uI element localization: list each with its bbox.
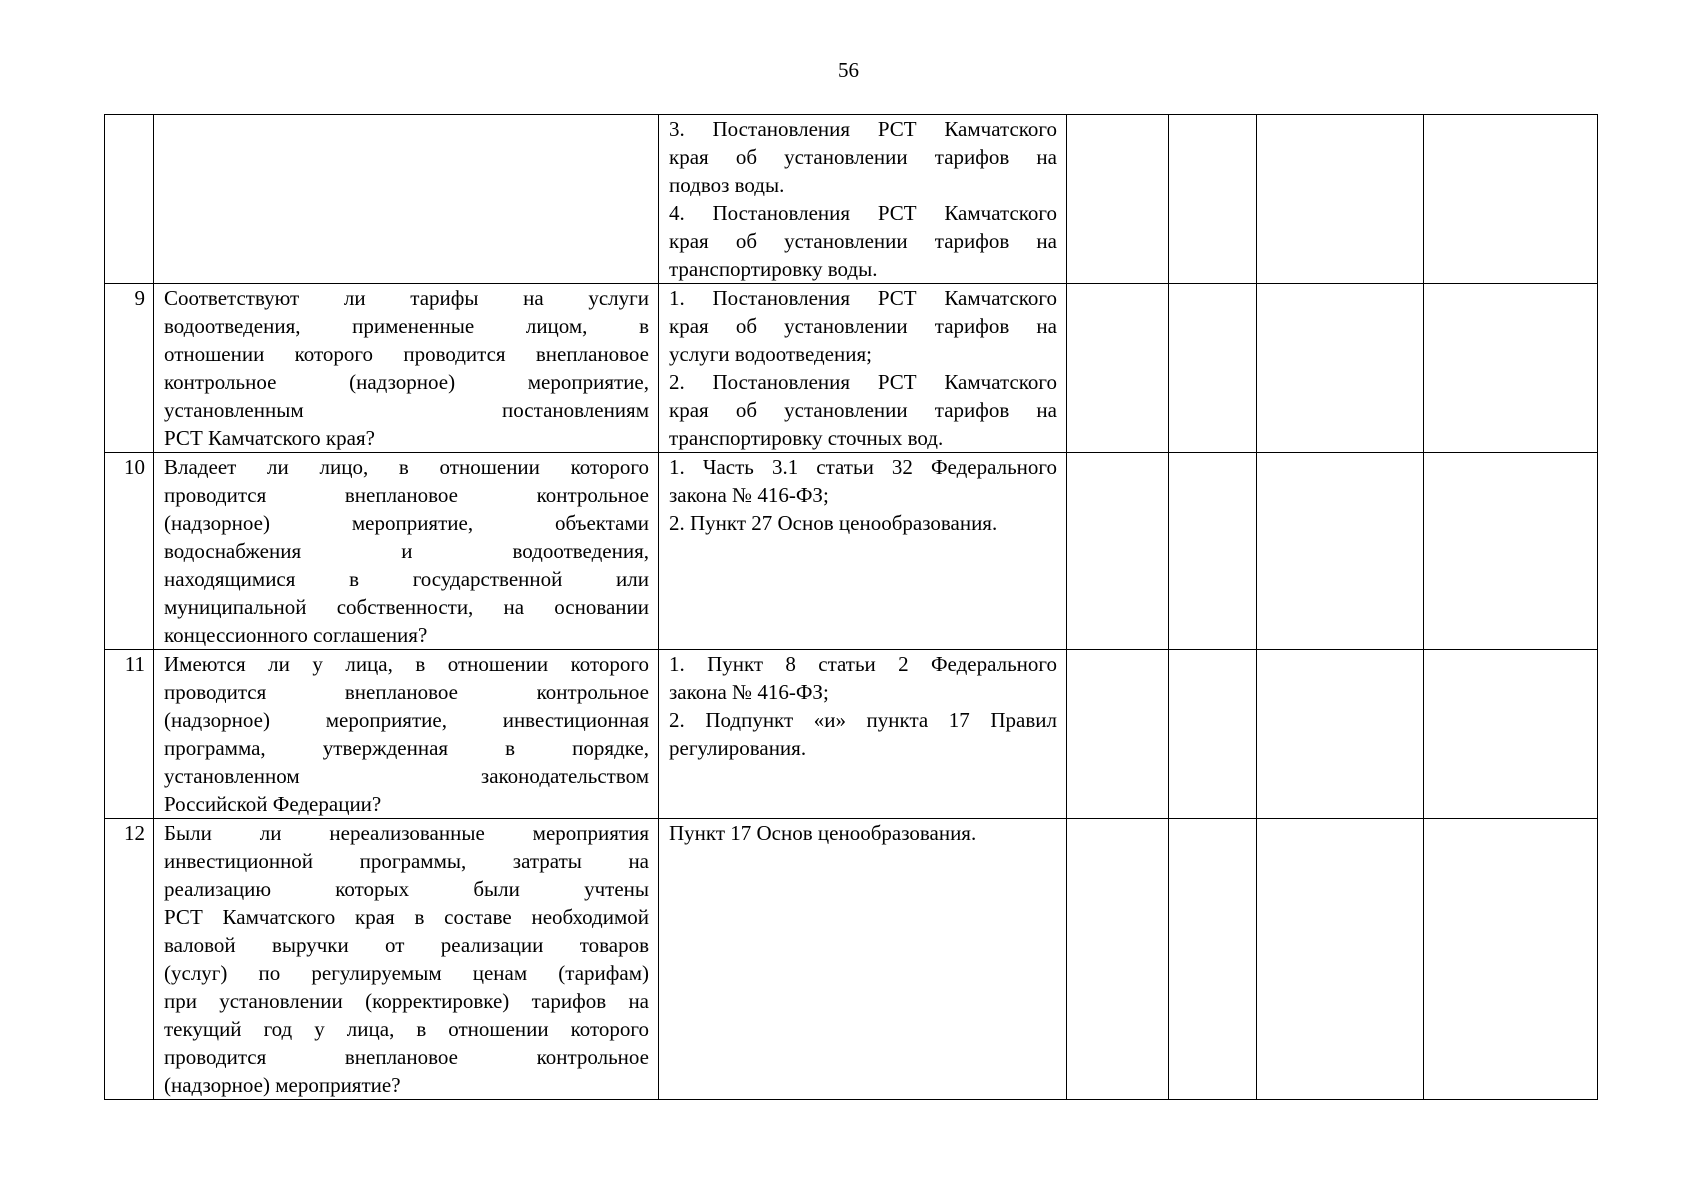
question-cell (154, 115, 659, 284)
empty-cell (1424, 819, 1598, 1100)
question-line: (услуг) по регулируемым ценам (тарифам) (164, 961, 649, 985)
table-row (105, 115, 1598, 284)
question-line: установленным постановлениям (164, 398, 649, 422)
legal-basis-line: закона № 416-ФЗ; (669, 483, 829, 507)
legal-basis-line: края об установлении тарифов на (669, 145, 1057, 169)
table-body (105, 115, 1598, 1100)
question-cell (154, 650, 659, 819)
page-number: 56 (838, 58, 859, 82)
empty-cell (1067, 453, 1169, 650)
question-line: отношении которого проводится внеплановое (164, 342, 649, 366)
legal-basis-line: транспортировку сточных вод. (669, 426, 944, 450)
table-row (105, 650, 1598, 819)
question-line: водоснабжения и водоотведения, (164, 539, 649, 563)
legal-basis-line: регулирования. (669, 736, 807, 760)
question-line: Владеет ли лицо, в отношении которого (164, 455, 649, 479)
legal-basis-line: края об установлении тарифов на (669, 398, 1057, 422)
question-line: проводится внеплановое контрольное (164, 1045, 649, 1069)
empty-cell (1257, 284, 1424, 453)
legal-basis-line: 2. Подпункт «и» пункта 17 Правил (669, 708, 1057, 732)
question-line: Были ли нереализованные мероприятия (164, 821, 649, 845)
legal-basis-item (669, 819, 1057, 847)
question-cell (154, 453, 659, 650)
empty-cell (1067, 650, 1169, 819)
empty-cell (1067, 284, 1169, 453)
legal-basis-line: Пункт 17 Основ ценообразования. (669, 821, 977, 845)
legal-basis-item (669, 115, 1057, 199)
row-number: 12 (105, 819, 154, 1100)
question-line: (надзорное) мероприятие, инвестиционная (164, 708, 649, 732)
legal-basis-item (669, 368, 1057, 452)
legal-basis-line: 1. Постановления РСТ Камчатского (669, 286, 1057, 310)
question-line: текущий год у лица, в отношении которого (164, 1017, 649, 1041)
legal-basis-line: подвоз воды. (669, 173, 785, 197)
question-line: программа, утвержденная в порядке, (164, 736, 649, 760)
legal-basis-line: 4. Постановления РСТ Камчатского (669, 201, 1057, 225)
table-row (105, 453, 1598, 650)
question-line: концессионного соглашения? (164, 623, 428, 647)
table-row (105, 284, 1598, 453)
legal-basis-cell (659, 819, 1067, 1100)
question-line: валовой выручки от реализации товаров (164, 933, 649, 957)
checklist-table (104, 114, 1598, 1100)
question-line: РСТ Камчатского края в составе необходимой (164, 905, 649, 929)
legal-basis-line: услуги водоотведения; (669, 342, 872, 366)
question-line: (надзорное) мероприятие? (164, 1073, 401, 1097)
question-line: водоотведения, примененные лицом, в (164, 314, 649, 338)
empty-cell (1424, 453, 1598, 650)
legal-basis-item (669, 509, 1057, 537)
question-line: находящимися в государственной или (164, 567, 649, 591)
empty-cell (1257, 650, 1424, 819)
row-number (105, 115, 154, 284)
question-line: Российской Федерации? (164, 792, 382, 816)
empty-cell (1257, 819, 1424, 1100)
question-cell (154, 284, 659, 453)
legal-basis-line: 3. Постановления РСТ Камчатского (669, 117, 1057, 141)
empty-cell (1257, 115, 1424, 284)
empty-cell (1169, 284, 1257, 453)
legal-basis-line: 2. Постановления РСТ Камчатского (669, 370, 1057, 394)
question-line: Соответствуют ли тарифы на услуги (164, 286, 649, 310)
row-number: 10 (105, 453, 154, 650)
question-line: проводится внеплановое контрольное (164, 680, 649, 704)
empty-cell (1424, 650, 1598, 819)
question-line: муниципальной собственности, на основании (164, 595, 649, 619)
legal-basis-cell (659, 115, 1067, 284)
legal-basis-line: транспортировку воды. (669, 257, 878, 281)
empty-cell (1169, 453, 1257, 650)
question-line: (надзорное) мероприятие, объектами (164, 511, 649, 535)
question-line: РСТ Камчатского края? (164, 426, 375, 450)
row-number: 11 (105, 650, 154, 819)
legal-basis-item (669, 284, 1057, 368)
empty-cell (1169, 115, 1257, 284)
legal-basis-line: 1. Часть 3.1 статьи 32 Федерального (669, 455, 1057, 479)
row-number: 9 (105, 284, 154, 453)
legal-basis-cell (659, 650, 1067, 819)
table-row (105, 819, 1598, 1100)
legal-basis-line: края об установлении тарифов на (669, 229, 1057, 253)
legal-basis-line: 1. Пункт 8 статьи 2 Федерального (669, 652, 1057, 676)
legal-basis-item (669, 706, 1057, 762)
legal-basis-cell (659, 284, 1067, 453)
legal-basis-item (669, 650, 1057, 706)
question-cell (154, 819, 659, 1100)
empty-cell (1067, 115, 1169, 284)
legal-basis-line: закона № 416-ФЗ; (669, 680, 829, 704)
legal-basis-line: края об установлении тарифов на (669, 314, 1057, 338)
empty-cell (1424, 115, 1598, 284)
question-line: установленном законодательством (164, 764, 649, 788)
legal-basis-item (669, 199, 1057, 283)
empty-cell (1169, 819, 1257, 1100)
empty-cell (1067, 819, 1169, 1100)
empty-cell (1257, 453, 1424, 650)
question-line: реализацию которых были учтены (164, 877, 649, 901)
empty-cell (1169, 650, 1257, 819)
empty-cell (1424, 284, 1598, 453)
question-line: Имеются ли у лица, в отношении которого (164, 652, 649, 676)
question-line: контрольное (надзорное) мероприятие, (164, 370, 649, 394)
question-line: при установлении (корректировке) тарифов на (164, 989, 649, 1013)
question-line: проводится внеплановое контрольное (164, 483, 649, 507)
legal-basis-line: 2. Пункт 27 Основ ценообразования. (669, 511, 998, 535)
legal-basis-cell (659, 453, 1067, 650)
legal-basis-item (669, 453, 1057, 509)
question-line: инвестиционной программы, затраты на (164, 849, 649, 873)
